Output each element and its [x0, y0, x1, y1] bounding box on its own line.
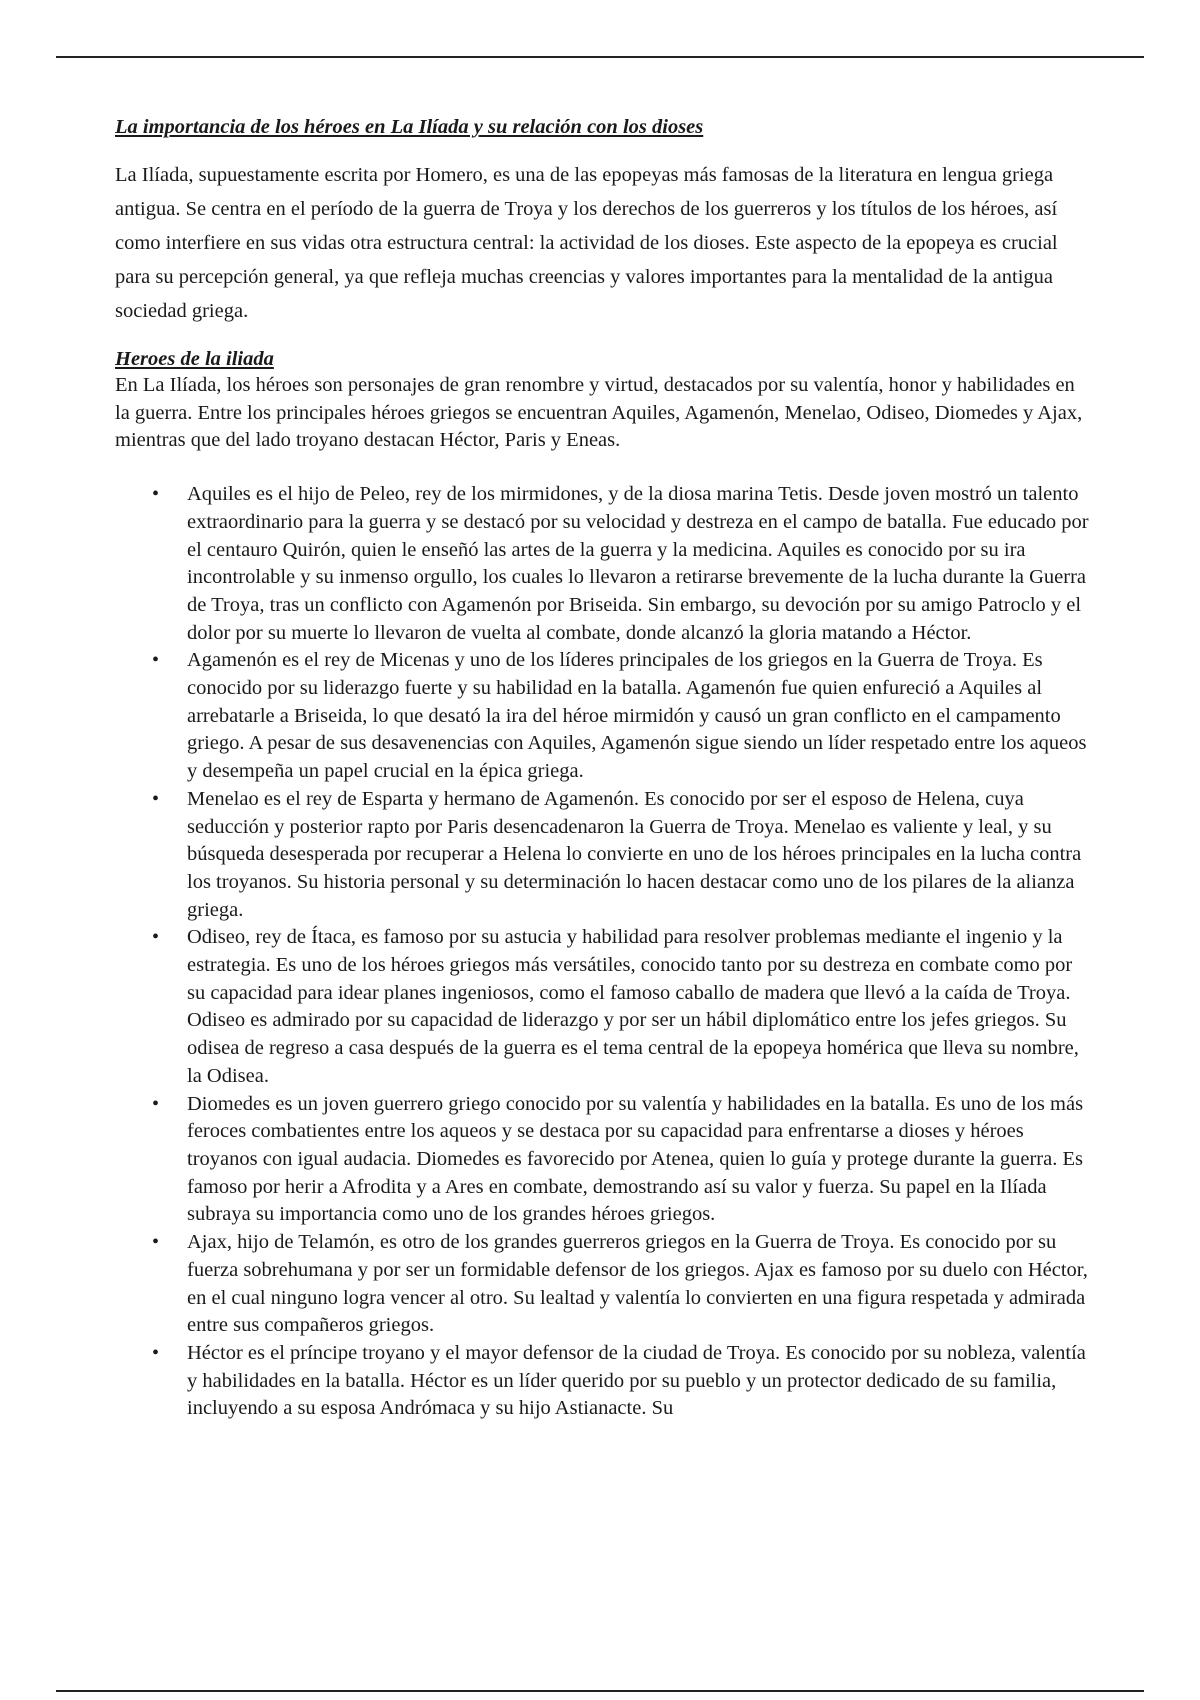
section-heading: Heroes de la iliada — [115, 348, 274, 370]
bullet-icon: • — [152, 787, 160, 810]
list-item-text: Aquiles es el hijo de Peleo, rey de los mirmidones, y de la diosa marina Tetis. Desde joven mostró un talento extraordinario para la guerra y se destacó por su velocidad y destreza en el campo de batalla. Fue educado por el centauro Quirón, quien le enseñó las artes de la guerra y la medicina. Aquiles es conocido por su ira incontrolable y su inmenso orgullo, los cuales lo llevaron a retirarse brevemente de la lucha durante la Guerra de Troya, tras un conflicto con Agamenón por Briseida. Sin embargo, su devoción por su amigo Patroclo y el dolor por su muerte lo llevaron de vuelta al combate, donde alcanzó la gloria matando a Héctor. — [187, 483, 1089, 644]
heroes-list — [115, 481, 1090, 1423]
list-item — [115, 1091, 1090, 1230]
list-item-text: Héctor es el príncipe troyano y el mayor defensor de la ciudad de Troya. Es conocido por su nobleza, valentía y habilidades en la batalla. Héctor es un líder querido por su pueblo y un protector dedicado de su familia, incluyendo a su esposa Andrómaca y su hijo Astianacte. Su — [187, 1341, 1086, 1420]
list-item — [115, 647, 1090, 786]
intro-paragraph: La Ilíada, supuestamente escrita por Homero, es una de las epopeyas más famosas de la literatura en lengua griega antigua. Se centra en el período de la guerra de Troya y los derechos de los guerreros y los títulos de los héroes, así como interfiere en sus vidas otra estructura central: la actividad de los dioses. Este aspecto de la epopeya es crucial para su percepción general, ya que refleja muchas creencias y valores importantes para la mentalidad de la antigua sociedad griega. — [115, 164, 1058, 322]
bullet-icon: • — [152, 1092, 160, 1115]
bullet-icon: • — [152, 649, 160, 672]
list-item-text: Ajax, hijo de Telamón, es otro de los grandes guerreros griegos en la Guerra de Troya. Es conocido por su fuerza sobrehumana y por ser un formidable defensor de los griegos. Ajax es famoso por su duelo con Héctor, en el cual ninguno logra vencer al otro. Su lealtad y valentía lo convierten en una figura respetada y admirada entre sus compañeros griegos. — [187, 1231, 1088, 1337]
bullet-icon: • — [152, 483, 160, 506]
footer-rule — [56, 1690, 1144, 1692]
header-rule — [56, 56, 1144, 58]
list-item — [115, 786, 1090, 925]
list-item-text: Agamenón es el rey de Micenas y uno de los líderes principales de los griegos en la Guerra de Troya. Es conocido por su liderazgo fuerte y su habilidad en la batalla. Agamenón fue quien enfureció a Aquiles al arrebatarle a Briseida, lo que desató la ira del héroe mirmidón y causó un gran conflicto en el campamento griego. A pesar de sus desavenencias con Aquiles, Agamenón sigue siendo un líder respetado entre los aqueos y desempeña un papel crucial en la épica griega. — [187, 649, 1087, 783]
bullet-icon: • — [152, 1341, 160, 1364]
list-item — [115, 481, 1090, 647]
document-title: La importancia de los héroes en La Ilíada y su relación con los dioses — [115, 116, 704, 138]
section-intro-paragraph: En La Ilíada, los héroes son personajes de gran renombre y virtud, destacados por su valentía, honor y habilidades en la guerra. Entre los principales héroes griegos se encuentran Aquiles, Agamenón, Menelao, Odiseo, Diomedes y Ajax, mientras que del lado troyano destacan Héctor, Paris y Eneas. — [115, 374, 1083, 452]
document-body — [115, 112, 1090, 1423]
list-item — [115, 1340, 1090, 1423]
list-item — [115, 924, 1090, 1090]
list-item-text: Odiseo, rey de Ítaca, es famoso por su astucia y habilidad para resolver problemas mediante el ingenio y la estrategia. Es uno de los héroes griegos más versátiles, conocido tanto por su destreza en combate como por su capacidad para idear planes ingeniosos, como el famoso caballo de madera que llevó a la caída de Troya. Odiseo es admirado por su capacidad de liderazgo y por ser un hábil diplomático entre los jefes griegos. Su odisea de regreso a casa después de la guerra es el tema central de la epopeya homérica que lleva su nombre, la Odisea. — [187, 926, 1079, 1087]
bullet-icon: • — [152, 926, 160, 949]
list-item-text: Diomedes es un joven guerrero griego conocido por su valentía y habilidades en la batalla. Es uno de los más feroces combatientes entre los aqueos y se destaca por su capacidad para enfrentarse a dioses y héroes troyanos con igual audacia. Diomedes es favorecido por Atenea, quien lo guía y protege durante la guerra. Es famoso por herir a Afrodita y a Ares en combate, demostrando así su valor y fuerza. Su papel en la Ilíada subraya su importancia como uno de los grandes héroes griegos. — [187, 1092, 1084, 1226]
list-item-text: Menelao es el rey de Esparta y hermano de Agamenón. Es conocido por ser el esposo de Helena, cuya seducción y posterior rapto por Paris desencadenaron la Guerra de Troya. Menelao es valiente y leal, y su búsqueda desesperada por recuperar a Helena lo convierte en uno de los héroes principales en la lucha contra los troyanos. Su historia personal y su determinación lo hacen destacar como uno de los pilares de la alianza griega. — [187, 787, 1082, 921]
bullet-icon: • — [152, 1231, 160, 1254]
list-item — [115, 1229, 1090, 1340]
